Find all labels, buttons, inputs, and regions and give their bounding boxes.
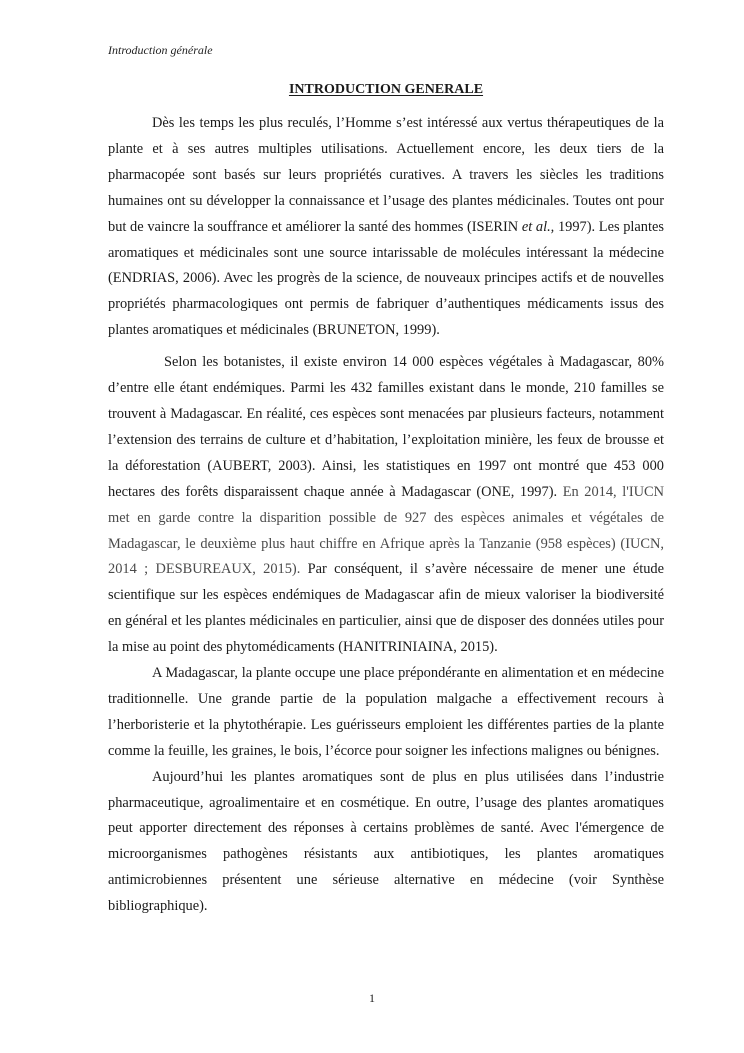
paragraph-1-et-al: et al., [521,218,555,235]
paragraph-1-part-a: Dès les temps les plus reculés, l’Homme s’est intéressé aux vertus thérapeutiques de la plante et à ses autres multiples utilisations. Actuellement encore, les deux tiers de la pharmacopée sont basés sur leurs propriétés curatives. A travers les siècles les traditions humaines ont su développer la connaissance et l’usage des plantes médicinales. Toutes ont pour but de vaincre la souffrance et améliorer la santé des hommes (ISERIN [108,115,664,235]
page-number: 1 [369,991,375,1005]
page-title [108,80,664,99]
paragraph-2-part-b: Par conséquent, il s’avère nécessaire de mener une étude scientifique sur les espèces endémiques de Madagascar afin de mieux valoriser la biodiversité en général et les plantes médicinales en particulier, ainsi que de disposer des données utiles pour la mise au point des phytomédicaments (HANITRINIAINA, 2015). [108,561,664,656]
paragraph-2-iucn-note: En 2014, l'IUCN met en garde contre la disparition possible de 927 des espèces animales et végétales de Madagascar, le deuxième plus haut chiffre en Afrique après la Tanzanie (958 espèces) (IUCN, 2014 ; DESBUREAUX, 2015). [108,483,665,578]
body-text [108,111,664,920]
page-title-text: INTRODUCTION GENERALE [288,82,484,97]
paragraph-3: A Madagascar, la plante occupe une place prépondérante en alimentation et en médecine traditionnelle. Une grande partie de la population malgache a effectivement recours à l’herboristerie et la phytothérapie. Les guérisseurs emploient les différentes parties de la plante comme la feuille, les graines, le bois, l’écorce pour soigner les infections malignes ou bénignes. [108,665,664,759]
paragraph-1 [108,111,664,344]
paragraph-4: Aujourd’hui les plantes aromatiques sont de plus en plus utilisées dans l’industrie pharmaceutique, agroalimentaire et en cosmétique. En outre, l’usage des plantes aromatiques peut apporter directement des réponses à certains problèmes de santé. Avec l'émergence de microorganismes pathogènes résistants aux antibiotiques, les plantes aromatiques antimicrobiennes présentent une sérieuse alternative en médecine (voir Synthèse bibliographique). [108,768,664,915]
paragraph-2-part-a: Selon les botanistes, il existe environ 14 000 espèces végétales à Madagascar, 80% d’entre elle étant endémiques. Parmi les 432 familles existant dans le monde, 210 familles se trouvent à Madagascar. En réalité, ces espèces sont menacées par plusieurs facteurs, notamment l’extension des terrains de culture et d’habitation, l’exploitation minière, les feux de brousse et la déforestation (AUBERT, 2003). Ainsi, les statistiques en 1997 ont montré que 453 000 hectares des forêts disparaissent chaque année à Madagascar (ONE, 1997). [108,354,664,500]
paragraph-1-part-b: 1997). Les plantes aromatiques et médicinales sont une source intarissable de molécules intéressant la médecine (ENDRIAS, 2006). Avec les progrès de la science, de nouveaux principes actifs et de nouvelles propriétés pharmacologiques ont permis de fabriquer d’authentiques médicaments issus des plantes aromatiques et médicinales (BRUNETON, 1999). [108,218,664,339]
running-header: Introduction générale [108,43,213,57]
paragraph-2 [108,350,664,661]
